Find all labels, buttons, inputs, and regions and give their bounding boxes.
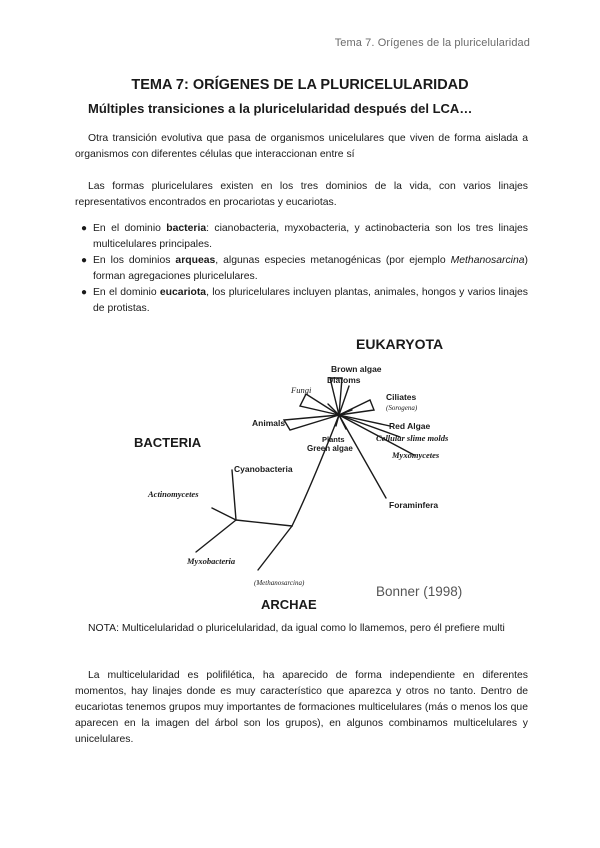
fan-fungi — [300, 394, 339, 415]
section-subtitle: Múltiples transiciones a la pluricelularidad después del LCA… — [88, 101, 473, 116]
label-brown-algae: Brown algae — [331, 364, 382, 374]
label-sorogena: (Sorogena) — [386, 404, 418, 412]
label-methanosarcina: (Methanosarcina) — [254, 579, 305, 587]
branch-cyanobacteria — [232, 470, 236, 520]
label-green-algae: Green algae — [307, 444, 353, 453]
label-red-algae: Red Algae — [389, 421, 431, 431]
intro-paragraph: Otra transición evolutiva que pasa de organismos unicelulares que viven de forma aislada a organismos con diferentes células que interaccionan entre sí — [75, 133, 528, 160]
domain-bullet-list — [75, 221, 528, 317]
label-eukaryota: EUKARYOTA — [356, 336, 444, 352]
branch-actinomycetes — [212, 508, 236, 520]
branch-bacteria-stem — [236, 520, 292, 526]
running-header: Tema 7. Orígenes de la pluricelularidad — [334, 37, 530, 49]
label-cyanobacteria: Cyanobacteria — [234, 464, 293, 474]
branch-archaea — [258, 526, 292, 570]
page-title: TEMA 7: ORÍGENES DE LA PLURICELULARIDAD — [131, 77, 469, 93]
polyphyletic-paragraph: La multicelularidad es polifilética, ha aparecido de forma independiente en diferentes momentos, hay linajes donde es muy característico que aparezca y otros no tanto. Dentro de eucariotas tenemos grupos muy importantes de formaciones multicelulares (más o menos los que aparecen en la imagen del árbol son los grupos), en algunos combinamos multicelulares y unicelulares. — [75, 670, 528, 745]
label-animals: Animals — [252, 418, 286, 428]
label-diatoms: Diatoms — [327, 375, 361, 385]
branch-myxobacteria — [196, 520, 236, 552]
label-myxomycetes: Myxomycetes — [392, 450, 440, 460]
bullet-icon: ● — [81, 223, 88, 234]
fan-animals — [284, 415, 339, 430]
label-fungi: Fungi — [291, 385, 312, 395]
label-actinomycetes: Actinomycetes — [148, 489, 199, 499]
label-ciliates: Ciliates — [386, 392, 417, 402]
bullet-icon: ● — [81, 287, 88, 298]
bullet-eukaryota: ● En el dominio eucariota, los pluricelulares incluyen plantas, animales, hongos y varios linajes de protistas. — [81, 287, 528, 314]
label-cellular-slime-molds: Cellular slime molds — [376, 433, 449, 443]
phylogenetic-tree — [124, 330, 488, 610]
branch-eukaryote-stem — [292, 415, 339, 526]
figure-credit: Bonner (1998) — [376, 584, 463, 599]
label-foraminfera: Foraminfera — [389, 500, 439, 510]
domains-paragraph: Las formas pluricelulares existen en los tres dominios de la vida, con varios linajes representativos encontrados en procariotas y eucariotas. — [75, 181, 528, 208]
bullet-icon: ● — [81, 255, 88, 266]
bullet-archaea: ● En los dominios arqueas, algunas especies metanogénicas (por ejemplo Methanosarcina) forman agregaciones pluricelulares. — [81, 255, 528, 282]
label-archae: ARCHAE — [261, 597, 317, 610]
label-myxobacteria: Myxobacteria — [187, 556, 236, 566]
label-plants: Plants — [322, 435, 345, 444]
label-bacteria: BACTERIA — [134, 435, 202, 450]
bullet-bacteria: ● En el dominio bacteria: cianobacteria, myxobacteria, y actinobacteria son los tres linajes multicelulares principales. — [81, 223, 528, 250]
nota-paragraph: NOTA: Multicelularidad o pluricelularidad, da igual como lo llamemos, pero él prefiere multi — [88, 623, 505, 634]
tree-of-life-figure — [124, 330, 488, 610]
